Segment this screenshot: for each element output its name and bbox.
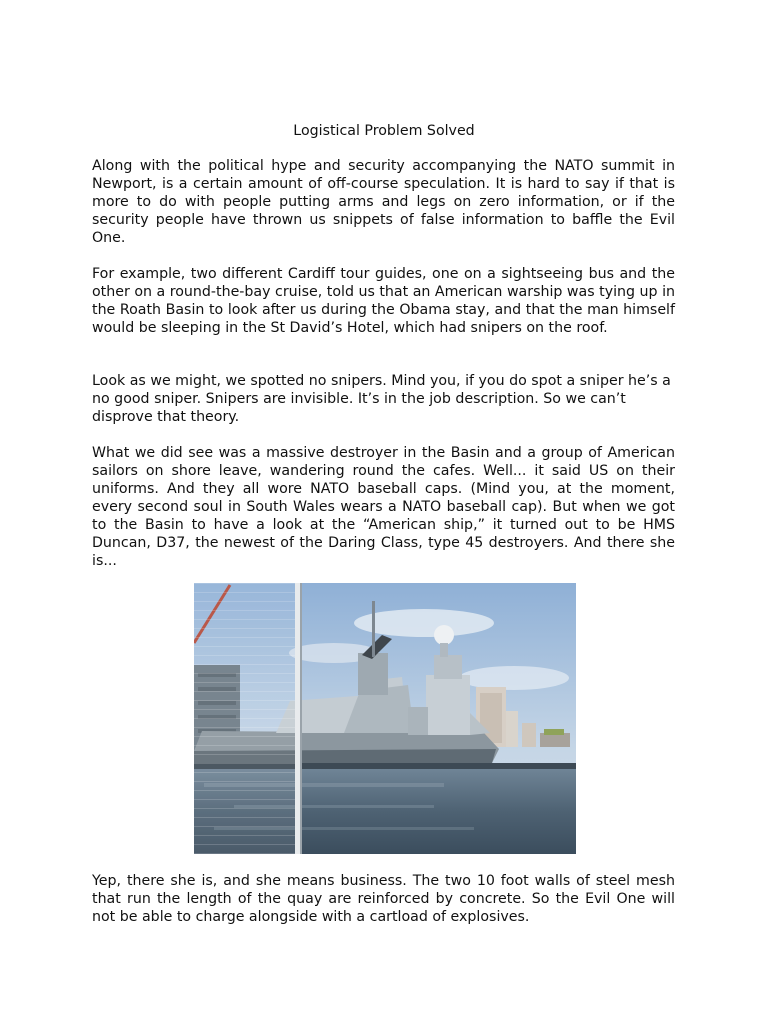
paragraph-5: Yep, there she is, and she means business. The two 10 foot walls of steel mesh that run the length of the quay are reinforced by concrete. So the Evil One will not be able to charge alongside with a cartload of explosives. [92, 873, 675, 925]
paragraph-4: What we did see was a massive destroyer in the Basin and a group of American sailors on shore leave, wandering round the cafes. Well... it said US on their uniforms. And they all wore NATO baseball caps. (Mind you, at the moment, every second soul in South Wales wears a NATO baseball cap). But when we got to the Basin to have a look at the “American ship,” it turned out to be HMS Duncan, D37, the newest of the Daring Class, type 45 destroyers. And there she is... [92, 445, 675, 569]
paragraph-3: Look as we might, we spotted no snipers. Mind you, if you do spot a sniper he’s a no good sniper. Snipers are invisible. It’s in the job description. So we can’t disprove that theory. [92, 373, 671, 425]
paragraph-1: Along with the political hype and security accompanying the NATO summit in Newport, is a certain amount of off-course speculation. It is hard to say if that is more to do with people putting arms and legs on zero information, or if the security people have thrown us snippets of false information to baffle the Evil One. [92, 158, 675, 246]
paragraph-2: For example, two different Cardiff tour guides, one on a sightseeing bus and the other on a round-the-bay cruise, told us that an American warship was tying up in the Roath Basin to look after us during the Obama stay, and that the man himself would be sleeping in the St David’s Hotel, which had snipers on the roof. [92, 266, 675, 336]
document-title: Logistical Problem Solved [293, 123, 475, 139]
destroyer-photo [194, 583, 576, 854]
